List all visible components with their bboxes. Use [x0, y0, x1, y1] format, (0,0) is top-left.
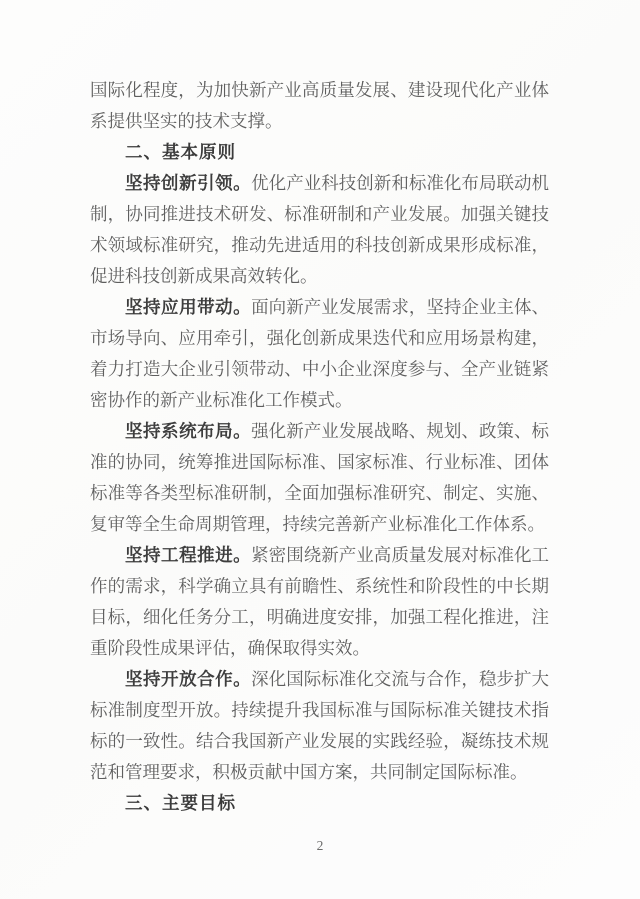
principle-body-engineering: 紧密围绕新产业高质量发展对标准化工作的需求，科学确立具有前瞻性、系统性和阶段性的中长期目标，细化任务分工，明确进度安排，加强工程化推进，注重阶段性成果评估，确保取得实效。	[90, 545, 550, 658]
paragraph-intro-continuation: 国际化程度，为加快新产业高质量发展、建设现代化产业体系提供坚实的技术支撑。	[90, 80, 549, 131]
page-content	[90, 75, 549, 819]
principle-paragraph-system-layout	[90, 416, 549, 540]
principle-lead-application: 坚持应用带动。	[125, 297, 252, 317]
principle-lead-system-layout: 坚持系统布局。	[125, 421, 252, 441]
principle-body-innovation: 优化产业科技创新和标准化布局联动机制，协同推进技术研发、标准研制和产业发展。加强关键技术领域标准研究，推动先进适用的科技创新成果形成标准，促进科技创新成果高效转化。	[90, 173, 550, 286]
section-heading-main-goals: 三、主要目标	[125, 793, 236, 813]
principle-paragraph-engineering	[90, 540, 549, 664]
principle-body-open-cooperation: 深化国际标准化交流与合作，稳步扩大标准制度型开放。持续提升我国标准与国际标准关键技术指标的一致性。结合我国新产业发展的实践经验，凝练技术规范和管理要求，积极贡献中国方案，共同制定国际标准。	[90, 669, 550, 782]
page-number: 2	[316, 838, 324, 853]
principle-body-application: 面向新产业发展需求，坚持企业主体、市场导向、应用牵引，强化创新成果迭代和应用场景构建，着力打造大企业引领带动、中小企业深度参与、全产业链紧密协作的新产业标准化工作模式。	[90, 297, 550, 410]
principle-lead-innovation: 坚持创新引领。	[125, 173, 252, 193]
principle-paragraph-open-cooperation	[90, 664, 549, 788]
principle-paragraph-innovation	[90, 168, 549, 292]
section-heading-basic-principles: 二、基本原则	[125, 142, 236, 162]
principle-lead-open-cooperation: 坚持开放合作。	[125, 669, 252, 689]
principle-body-system-layout: 强化新产业发展战略、规划、政策、标准的协同，统筹推进国际标准、国家标准、行业标准、团体标准等各类型标准研制，全面加强标准研究、制定、实施、复审等全生命周期管理，持续完善新产业标准化工作体系。	[90, 421, 550, 534]
principle-paragraph-application	[90, 292, 549, 416]
principle-lead-engineering: 坚持工程推进。	[125, 545, 252, 565]
